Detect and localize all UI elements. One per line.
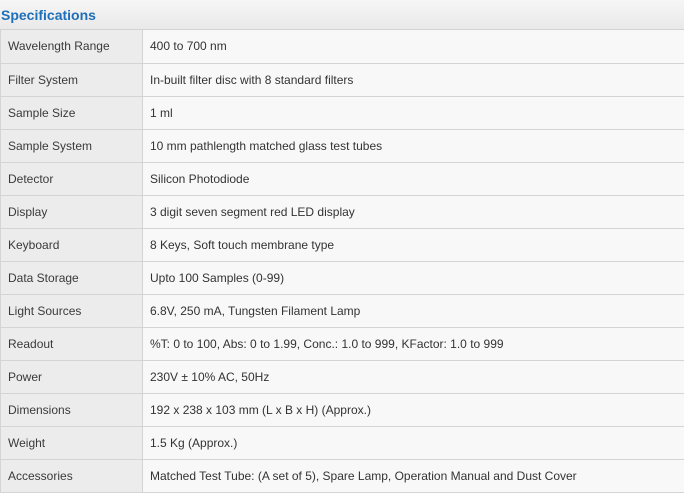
spec-row-weight (1, 426, 684, 459)
spec-value: 3 digit seven segment red LED display (143, 195, 684, 228)
spec-row-power (1, 360, 684, 393)
spec-label: Accessories (1, 459, 143, 492)
spec-row-filter-system (1, 63, 684, 96)
spec-value: 1 ml (143, 96, 684, 129)
spec-label: Weight (1, 426, 143, 459)
spec-value: %T: 0 to 100, Abs: 0 to 1.99, Conc.: 1.0 to 999, KFactor: 1.0 to 999 (143, 327, 684, 360)
spec-row-light-sources (1, 294, 684, 327)
spec-value: 192 x 238 x 103 mm (L x B x H) (Approx.) (143, 393, 684, 426)
spec-value: 6.8V, 250 mA, Tungsten Filament Lamp (143, 294, 684, 327)
spec-row-display (1, 195, 684, 228)
spec-row-wavelength-range (1, 30, 684, 63)
spec-label: Filter System (1, 63, 143, 96)
spec-row-accessories (1, 459, 684, 492)
spec-label: Display (1, 195, 143, 228)
spec-label: Data Storage (1, 261, 143, 294)
spec-row-data-storage (1, 261, 684, 294)
spec-value: 230V ± 10% AC, 50Hz (143, 360, 684, 393)
spec-label: Keyboard (1, 228, 143, 261)
section-title: Specifications (1, 7, 96, 23)
spec-label: Light Sources (1, 294, 143, 327)
spec-value: 1.5 Kg (Approx.) (143, 426, 684, 459)
spec-label: Readout (1, 327, 143, 360)
spec-value: In-built filter disc with 8 standard filters (143, 63, 684, 96)
spec-row-keyboard (1, 228, 684, 261)
spec-row-sample-size (1, 96, 684, 129)
spec-row-dimensions (1, 393, 684, 426)
spec-value: Silicon Photodiode (143, 162, 684, 195)
specifications-header (0, 0, 684, 30)
spec-value: 400 to 700 nm (143, 30, 684, 63)
spec-label: Dimensions (1, 393, 143, 426)
spec-label: Wavelength Range (1, 30, 143, 63)
spec-row-readout (1, 327, 684, 360)
specifications-table (0, 30, 684, 493)
spec-label: Sample Size (1, 96, 143, 129)
spec-value: Upto 100 Samples (0-99) (143, 261, 684, 294)
spec-label: Detector (1, 162, 143, 195)
spec-value: 10 mm pathlength matched glass test tubes (143, 129, 684, 162)
spec-value: Matched Test Tube: (A set of 5), Spare Lamp, Operation Manual and Dust Cover (143, 459, 684, 492)
spec-row-sample-system (1, 129, 684, 162)
spec-label: Power (1, 360, 143, 393)
spec-value: 8 Keys, Soft touch membrane type (143, 228, 684, 261)
spec-label: Sample System (1, 129, 143, 162)
spec-row-detector (1, 162, 684, 195)
